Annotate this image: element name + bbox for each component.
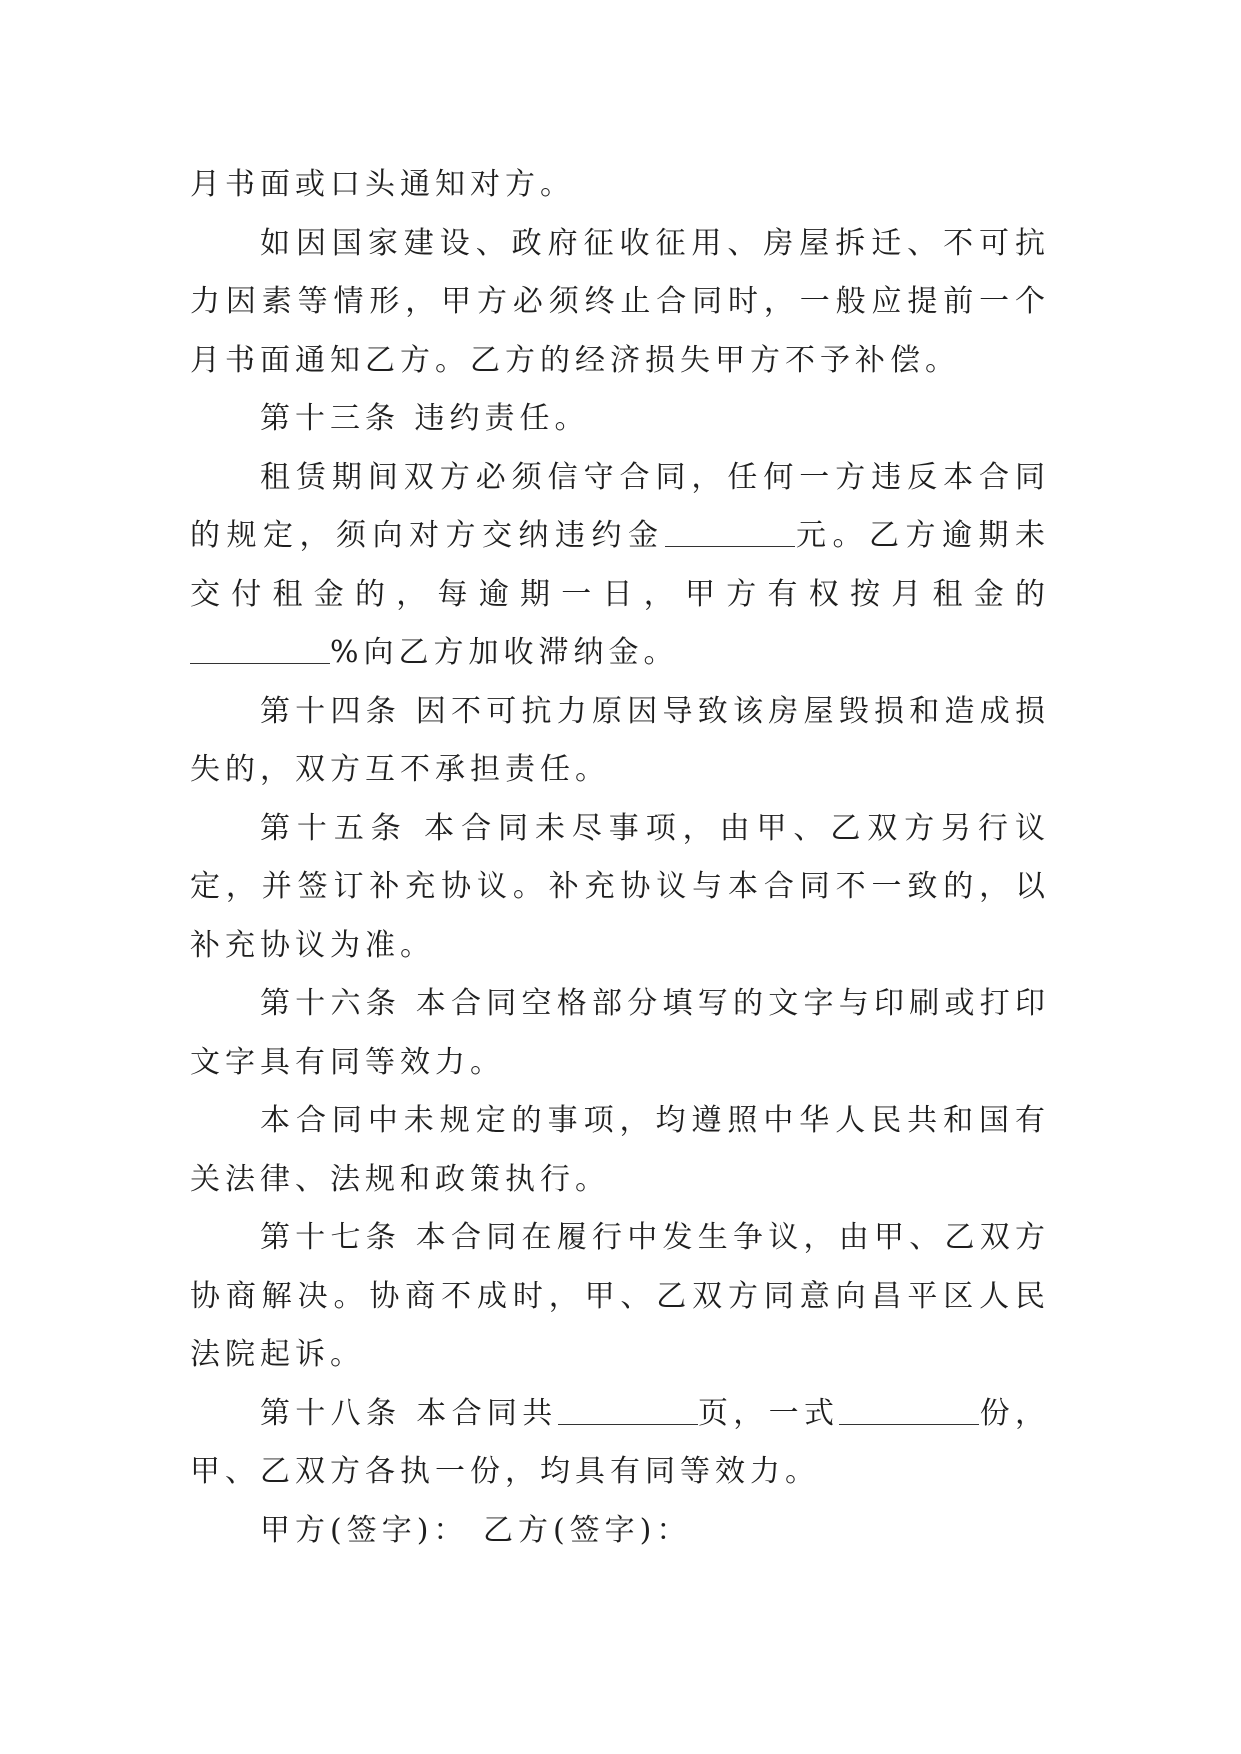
article-15-paragraph: 第十五条 本合同未尽事项，由甲、乙双方另行议定，并签订补充协议。补充协议与本合同不一致的，以补充协议为准。 (190, 810, 1050, 963)
article-18-paragraph (190, 1385, 1050, 1502)
article-18-text-3: 份，甲、乙双方各执一份，均具有同等效力。 (190, 1395, 1051, 1489)
penalty-amount-blank[interactable] (665, 516, 795, 547)
article-13-heading: 第十三条 违约责任。 (260, 401, 590, 436)
document-page (190, 156, 1050, 1560)
page-count-blank[interactable] (558, 1394, 698, 1425)
breach-text-3: %向乙方加收滞纳金。 (330, 635, 679, 670)
signature-line: 甲方(签字)： 乙方(签字)： (260, 1512, 692, 1548)
late-fee-percent-blank[interactable] (190, 633, 330, 664)
breach-text-1: 租赁期间双方必须信守合同，任何一方违反本合同的规定，须向对方交纳违约金 (190, 459, 1050, 553)
article-14-paragraph: 第十四条 因不可抗力原因导致该房屋毁损和造成损失的，双方互不承担责任。 (190, 693, 1050, 787)
paragraph-unspecified-matters: 本合同中未规定的事项，均遵照中华人民共和国有关法律、法规和政策执行。 (190, 1103, 1050, 1197)
article-18-text-2: 页，一式 (697, 1395, 840, 1431)
paragraph-termination-clause: 如因国家建设、政府征收征用、房屋拆迁、不可抗力因素等情形，甲方必须终止合同时，一般应提前一个月书面通知乙方。乙方的经济损失甲方不予补偿。 (190, 225, 1050, 378)
article-17-paragraph: 第十七条 本合同在履行中发生争议，由甲、乙双方协商解决。协商不成时，甲、乙双方同意向昌平区人民法院起诉。 (190, 1220, 1050, 1372)
copy-count-blank[interactable] (839, 1394, 979, 1425)
paragraph-breach-liability (190, 449, 1050, 683)
paragraph-notice-continuation: 月书面或口头通知对方。 (190, 167, 575, 202)
article-18-text-1: 第十八条 本合同共 (260, 1395, 558, 1431)
breach-text-2: 元。乙方逾期未交付租金的，每逾期一日，甲方有权按月租金的 (190, 518, 1050, 612)
article-16-paragraph: 第十六条 本合同空格部分填写的文字与印刷或打印文字具有同等效力。 (190, 986, 1050, 1080)
